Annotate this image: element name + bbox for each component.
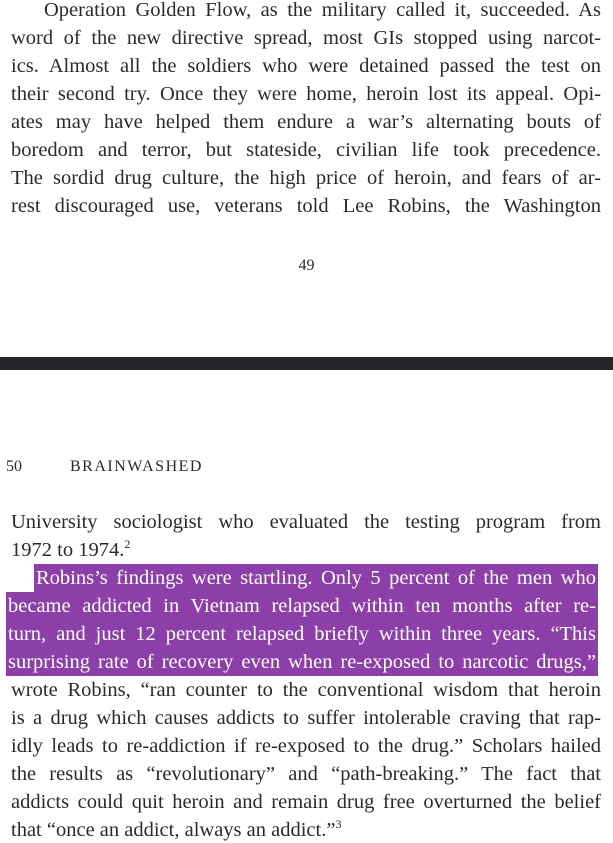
text-segment: 1972 to 1974. (11, 539, 125, 561)
text-line: University sociologist who evaluated the testing program from (11, 511, 601, 533)
text-line: boredom and terror, but stateside, civilian life took precedence. (11, 139, 601, 161)
text-line: word of the new directive spread, most GIs stopped using narcot- (11, 27, 601, 49)
folio: 50 (6, 458, 22, 475)
text-line: ates may have helped them endure a war’s alternating bouts of (11, 111, 601, 133)
text-line: addicts could quit heroin and remain drug free overturned the belief (11, 791, 601, 813)
text-segment: that “once an addict, always an addict.” (11, 819, 336, 841)
text-line: Operation Golden Flow, as the military called it, succeeded. As (44, 0, 601, 21)
running-head (6, 457, 203, 477)
page-divider (0, 357, 613, 370)
footnote-ref: 2 (124, 537, 131, 551)
text-line: idly leads to re-addiction if re-exposed to the drug.” Scholars hailed (11, 735, 601, 757)
text-line: rest discouraged use, veterans told Lee Robins, the Washington (11, 195, 601, 217)
highlighted-line[interactable]: Robins’s findings were startling. Only 5 percent of the men who (34, 564, 598, 592)
text-line (11, 816, 601, 843)
text-line: is a drug which causes addicts to suffer intolerable craving that rap- (11, 707, 601, 729)
text-line (11, 536, 601, 564)
page-number: 49 (298, 257, 315, 274)
text-line: wrote Robins, “ran counter to the conventional wisdom that heroin (11, 679, 601, 701)
text-line: ics. Almost all the soldiers who were detained passed the test on (11, 55, 601, 77)
book-title: BRAINWASHED (70, 458, 203, 475)
footnote-ref: 3 (335, 817, 342, 831)
text-line: the results as “revolutionary” and “path-breaking.” The fact that (11, 763, 601, 785)
highlighted-line[interactable]: became addicted in Vietnam relapsed within ten months after re- (6, 592, 598, 620)
highlighted-line[interactable]: surprising rate of recovery even when re-exposed to narcotic drugs,” (6, 648, 598, 676)
text-line: The sordid drug culture, the high price of heroin, and fears of ar- (11, 167, 601, 189)
highlighted-line[interactable]: turn, and just 12 percent relapsed briefly within three years. “This (6, 620, 598, 648)
text-line: their second try. Once they were home, heroin lost its appeal. Opi- (11, 83, 601, 105)
